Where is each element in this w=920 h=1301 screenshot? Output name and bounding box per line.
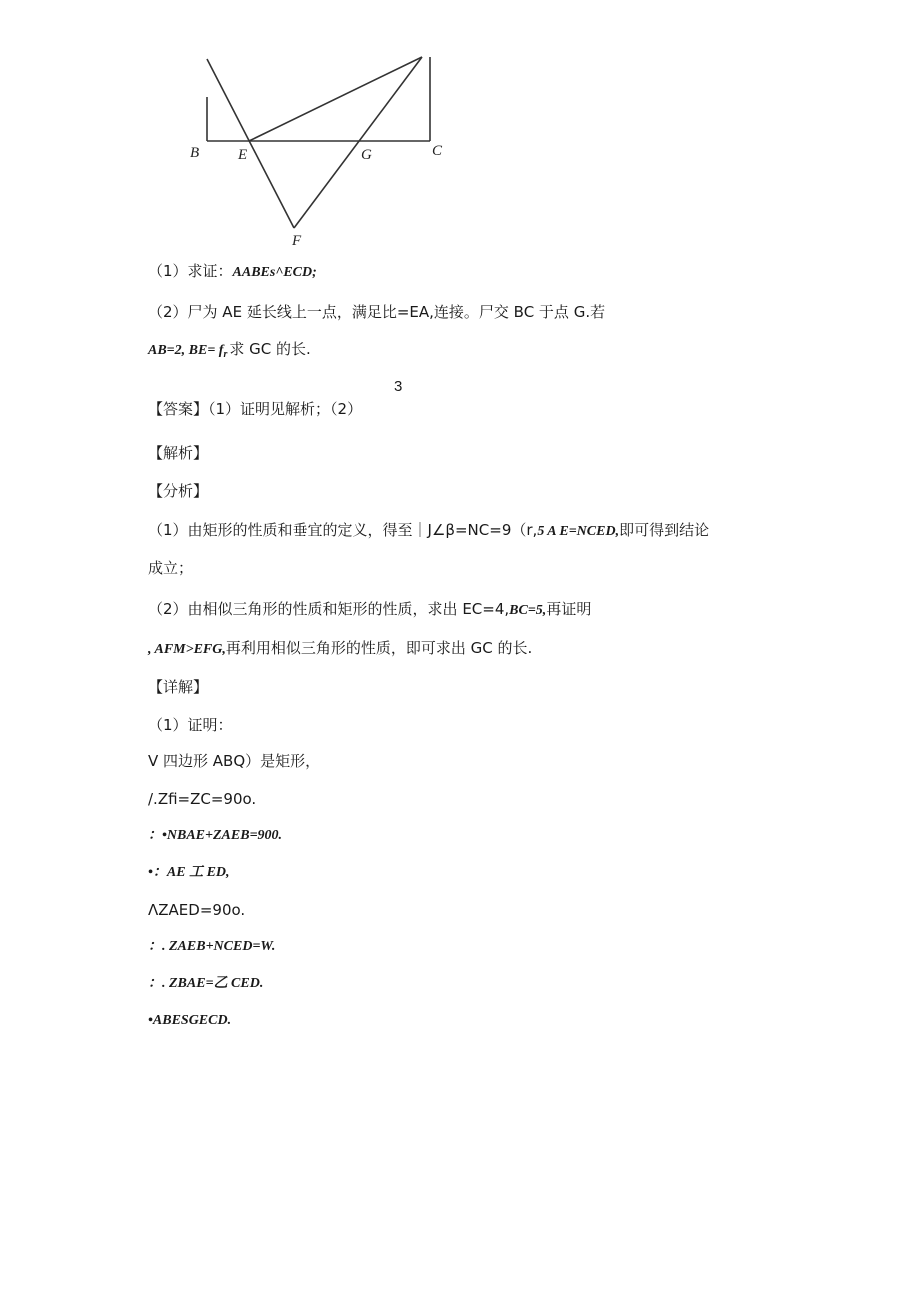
label-c: C xyxy=(432,143,443,159)
section-jiexi: 【解析】 xyxy=(148,444,209,462)
label-b: B xyxy=(190,145,200,161)
segment-fd xyxy=(294,57,422,228)
analysis-2-cont: , AFM>EFG,再利用相似三角形的性质，即可求出 GC 的长. xyxy=(148,639,533,657)
section-fenxi: 【分析】 xyxy=(148,482,209,500)
question-2-conditions: AB=2, $BE= f_r$ 求 GC 的长. xyxy=(148,340,311,360)
question-1-formula: AABEs^ECD; xyxy=(232,265,317,280)
analysis-1-cont: 成立； xyxy=(148,559,194,577)
proof-line-5: •：AE 工 ED, xyxy=(148,865,230,880)
question-1: （1）求证：AABEs^ECD; xyxy=(148,262,317,280)
proof-line-2: V 四边形 ABQ）是矩形， xyxy=(148,752,321,770)
segment-af xyxy=(207,59,294,228)
analysis-2: （2）由相似三角形的性质和矩形的性质，求出 EC=4,BC=5,再证明 xyxy=(148,600,592,618)
proof-line-1: （1）证明： xyxy=(148,716,233,734)
proof-line-6: ΛZAED=90o. xyxy=(148,901,246,919)
proof-line-4: ：•NBAE+ZAEB=900. xyxy=(148,828,283,843)
answer-line: 【答案】（1）证明见解析；（2） xyxy=(148,400,363,418)
section-xiangjie: 【详解】 xyxy=(148,678,209,696)
answer-superscript: 3 xyxy=(394,378,403,395)
proof-line-8: ：. ZBAE=乙 CED. xyxy=(148,976,264,991)
label-g: G xyxy=(361,147,372,163)
segment-ed xyxy=(249,57,422,141)
proof-line-9: •ABESGECD. xyxy=(148,1013,232,1028)
proof-line-7: ：. ZAEB+NCED=W. xyxy=(148,939,276,954)
proof-line-3: /.Zfi=ZC=90o. xyxy=(148,790,257,808)
geometry-figure xyxy=(180,45,460,255)
analysis-1: （1）由矩形的性质和垂宜的定义，得至｜J∠β=NC=9（r,5 A E=NCED,即可得到结论 xyxy=(148,521,710,539)
label-e: E xyxy=(238,147,248,163)
question-2: （2）尸为 AE 延长线上一点，满足比=EA,连接。尸交 BC 于点 G.若 xyxy=(148,303,606,321)
label-f: F xyxy=(292,233,302,249)
